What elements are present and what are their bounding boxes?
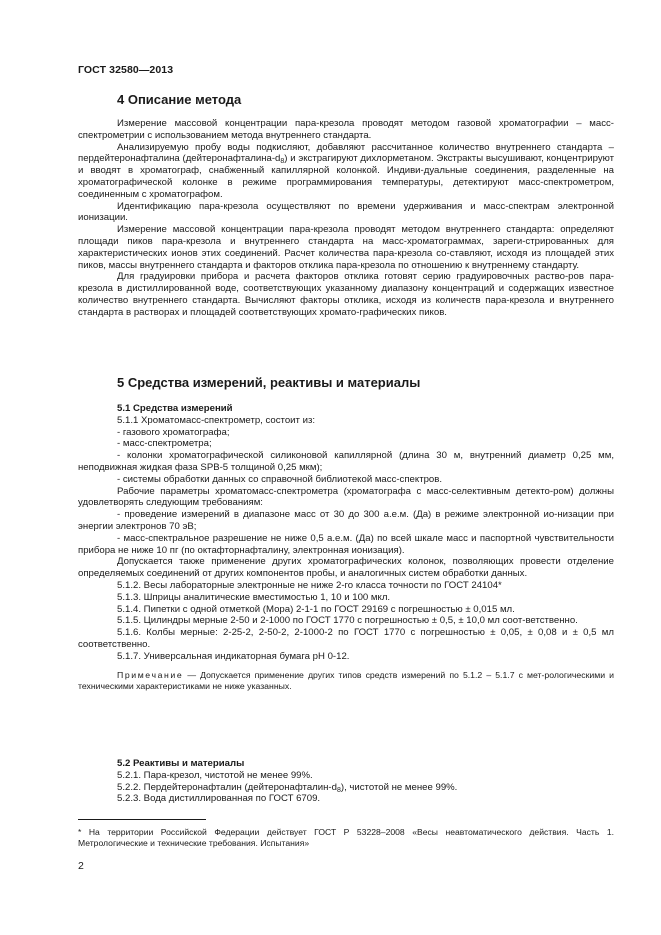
- paragraph: Допускается также применение других хроматографических колонок, позволяющих провести отделение определяемых соединений от других компонентов пробы, и аналогичных систем обработки данных.: [78, 556, 614, 580]
- section-5-body: [78, 403, 614, 692]
- paragraph: Идентификацию пара-крезола осуществляют по времени удерживания и масс-спектрам электронной ионизации.: [78, 200, 614, 224]
- list-item: - масс-спектрометра;: [117, 438, 212, 450]
- paragraph: Рабочие параметры хроматомасс-спектрометра (хроматографа с масс-селективным детекто-ром) должны удовлетворять следующим требованиям:: [78, 485, 614, 509]
- clause-5-1-7: 5.1.7. Универсальная индикаторная бумага pH 0-12.: [117, 650, 350, 662]
- note-label: Примечание: [117, 669, 184, 680]
- clause-5-1-6: 5.1.6. Колбы мерные: 2-25-2, 2-50-2, 2-1000-2 по ГОСТ 1770 с погрешностью ± 0,05, ± 0,08 и ± 0,5 мл соответственно.: [78, 627, 614, 650]
- section-5-2-body: [78, 758, 614, 805]
- paragraph: Измерение массовой концентрации пара-крезола проводят методом газовой хроматографии – масс-спектрометрии с использованием метода внутреннего стандарта.: [78, 118, 614, 141]
- subsection-5-2-title: 5.2 Реактивы и материалы: [117, 758, 245, 769]
- clause-5-1-3: 5.1.3. Шприцы аналитические вместимостью 1, 10 и 100 мкл.: [117, 591, 391, 603]
- footnote: * На территории Российской Федерации действует ГОСТ Р 53228–2008 «Весы неавтоматического действия. Часть 1. Метрологические и технические требования. Испытания»: [78, 827, 614, 848]
- clause-5-1-4: 5.1.4. Пипетки с одной отметкой (Мора) 2-1-1 по ГОСТ 29169 с погрешностью ± 0,015 мл.: [117, 603, 515, 615]
- clause-5-1-5: 5.1.5. Цилиндры мерные 2-50 и 2-1000 по ГОСТ 1770 с погрешностью ± 0,5, ± 10,0 мл соот-ветственно.: [117, 615, 578, 627]
- clause-5-2-3: 5.2.3. Вода дистиллированная по ГОСТ 6709.: [117, 793, 321, 805]
- section-4-title: 4 Описание метода: [117, 92, 242, 107]
- clause-5-2-1: 5.2.1. Пара-крезол, чистотой не менее 99%.: [117, 769, 313, 781]
- list-item: - колонки хроматографической силиконовой капиллярной (длина 30 м, внутренний диаметр 0,25 мм, неподвижная жидкая фаза SPB-5 толщиной 0,25 мкм);: [78, 450, 614, 473]
- section-5-title: 5 Средства измерений, реактивы и материалы: [117, 375, 421, 390]
- list-item: - газового хроматографа;: [117, 426, 230, 438]
- note: Примечание — Допускается применение других типов средств измерений по 5.1.2 – 5.1.7 с мет-рологическими и техническими характеристиками не ниже указанных.: [78, 669, 614, 691]
- clause-5-2-2: 5.2.2. Пердейтеронафталин $(дейтеронафталин-d_8)$, чистотой не менее 99%.: [117, 781, 458, 794]
- list-item: - системы обработки данных со справочной библиотекой масс-спектров.: [117, 473, 443, 485]
- paragraph: Измерение массовой концентрации пара-крезола проводят методом внутреннего стандарта: определяют площади пиков пара-крезола и внутреннего стандарта на масс-хроматограммах, зареги-стрированных для характеристических ионов этих соединений. Расчет количества пара-крезола со-ставляют, исходя из площадей этих пиков, массы внутреннего стандарта и факторов отклика пара-крезола по отношению к внутреннему стандарту.: [78, 224, 614, 271]
- paragraph: Для градуировки прибора и расчета факторов отклика готовят серию градуировочных раство-ров пара-крезола в дистиллированной воде, соответствующих указанному диапазону концентраций и содержащих известное количество внутреннего стандарта. Вычисляют факторы отклика, исходя из количеств пара-крезола и внутреннего стандарта в растворах и площадей соответствующих хромато-графических пиков.: [78, 271, 614, 318]
- standard-header: ГОСТ 32580—2013: [78, 64, 174, 76]
- section-4-body: [78, 118, 614, 319]
- list-item: - проведение измерений в диапазоне масс от 30 до 300 а.е.м. (Да) в режиме электронной ио-низации при энергии электронов 70 эВ;: [78, 509, 614, 532]
- paragraph: Анализируемую пробу воды подкисляют, добавляют рассчитанное количество внутреннего стандарта – пердейтеронафталина $(дейтеронафталина-d_8)$ и экстрагируют дихлорметаном. Экстракты высушивают, концентрируют и вводят в хроматограф, снабженный капиллярной колонкой. Индиви-дуальные соединения, разделенные на хроматографической колонке в режиме программирования температуры, детектируют масс-спектрометром, соединенным с хроматографом.: [78, 141, 614, 200]
- clause-5-1-2: 5.1.2. Весы лабораторные электронные не ниже 2-го класса точности по ГОСТ 24104*: [117, 579, 502, 591]
- list-item: - масс-спектральное разрешение не ниже 0,5 а.е.м. (Да) по всей шкале масс и паспортной чувствительности прибора не ниже 10 пг (по октафторнафталину, электронная ионизация).: [78, 532, 614, 556]
- clause-5-1-1: 5.1.1 Хроматомасс-спектрометр, состоит из:: [117, 414, 316, 426]
- page-number: 2: [78, 860, 84, 872]
- footnote-divider: [78, 819, 206, 820]
- subsection-5-1-title: 5.1 Средства измерений: [117, 403, 233, 414]
